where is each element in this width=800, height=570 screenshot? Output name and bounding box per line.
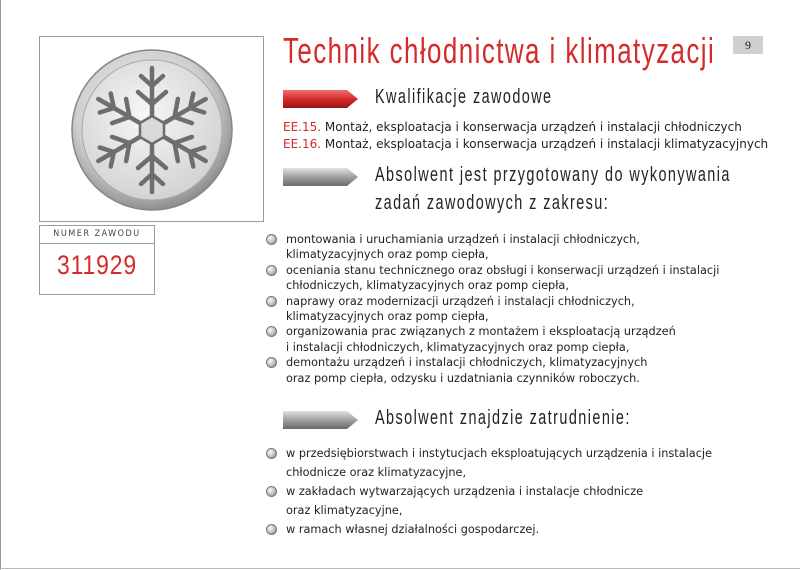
page-number: 9 (733, 36, 763, 54)
bullet-icon (266, 296, 277, 307)
bullet-icon (266, 265, 277, 276)
bullet-icon (266, 524, 277, 535)
qualification-text: Montaż, eksploatacja i konserwacja urządzeń i instalacji chłodniczych (321, 120, 742, 134)
list-item-line: chłodniczych, klimatyzacyjnych oraz pomp ciepła, (286, 279, 569, 293)
qualification-code: EE.16. (283, 137, 322, 151)
profession-code-label: NUMER ZAWODU (40, 226, 154, 244)
snowflake-icon (70, 37, 235, 223)
bullet-icon (266, 326, 277, 337)
list-item-line: oraz klimatyzacyjne, (286, 504, 403, 517)
tasks-heading-line1: Absolwent jest przygotowany do wykonywania (375, 164, 731, 186)
list-item-line: w ramach własnej działalności gospodarczej. (286, 523, 540, 536)
profession-code-box (39, 225, 155, 295)
bullet-icon (266, 234, 277, 245)
qualification-code: EE.15. (283, 120, 322, 134)
list-item (266, 520, 786, 539)
list-item-line: montowania i uruchamiania urządzeń i instalacji chłodniczych, (286, 233, 640, 246)
list-item-line: klimatyzacyjnych oraz pomp ciepła, (286, 248, 489, 262)
list-item-line: chłodnicze oraz klimatyzacyjne, (286, 466, 467, 479)
qualifications-heading: Kwalifikacje zawodowe (375, 86, 553, 108)
list-item (266, 324, 786, 355)
gray-arrow-icon (283, 166, 359, 188)
list-item (266, 232, 786, 263)
tasks-heading-line2: zadań zawodowych z zakresu: (375, 192, 610, 214)
list-item-line: demontażu urządzeń i instalacji chłodniczych, klimatyzacyjnych (286, 356, 648, 370)
list-item (266, 444, 786, 482)
list-item (266, 355, 786, 386)
bullet-icon (266, 357, 277, 368)
employment-heading: Absolwent znajdzie zatrudnienie: (375, 407, 631, 429)
employment-list (266, 444, 786, 539)
list-item-line: i instalacji chłodniczych, klimatyzacyjnych oraz pomp ciepła, (286, 340, 630, 354)
list-item-line: klimatyzacyjnych oraz pomp ciepła, (286, 310, 489, 324)
list-item-line: w zakładach wytwarzających urządzenia i instalacje chłodnicze (286, 485, 644, 498)
qualification-item (283, 137, 768, 151)
bullet-icon (266, 448, 277, 459)
list-item (266, 263, 786, 294)
gray-arrow-icon (283, 409, 359, 431)
qualification-text: Montaż, eksploatacja i konserwacja urządzeń i instalacji klimatyzacyjnych (321, 137, 769, 151)
qualification-item (283, 120, 742, 134)
list-item-line: oraz pomp ciepła, odzysku i uzdatniania czynników roboczych. (286, 371, 640, 385)
profession-icon-box (39, 36, 264, 222)
list-item (266, 294, 786, 325)
list-item-line: naprawy oraz modernizacji urządzeń i instalacji chłodniczych, (286, 294, 635, 308)
list-item (266, 482, 786, 520)
profession-code-value: 311929 (57, 250, 137, 280)
page-title: Technik chłodnictwa i klimatyzacji (283, 30, 716, 71)
list-item-line: w przedsiębiorstwach i instytucjach eksploatujących urządzenia i instalacje (286, 447, 713, 460)
page-left-border (0, 0, 1, 570)
bullet-icon (266, 486, 277, 497)
list-item-line: oceniania stanu technicznego oraz obsługi i konserwacji urządzeń i instalacji (286, 263, 720, 277)
page-bottom-border (0, 568, 800, 569)
red-arrow-icon (283, 88, 359, 110)
list-item-line: organizowania prac związanych z montażem i eksploatacją urządzeń (286, 325, 676, 339)
tasks-list (266, 232, 786, 386)
